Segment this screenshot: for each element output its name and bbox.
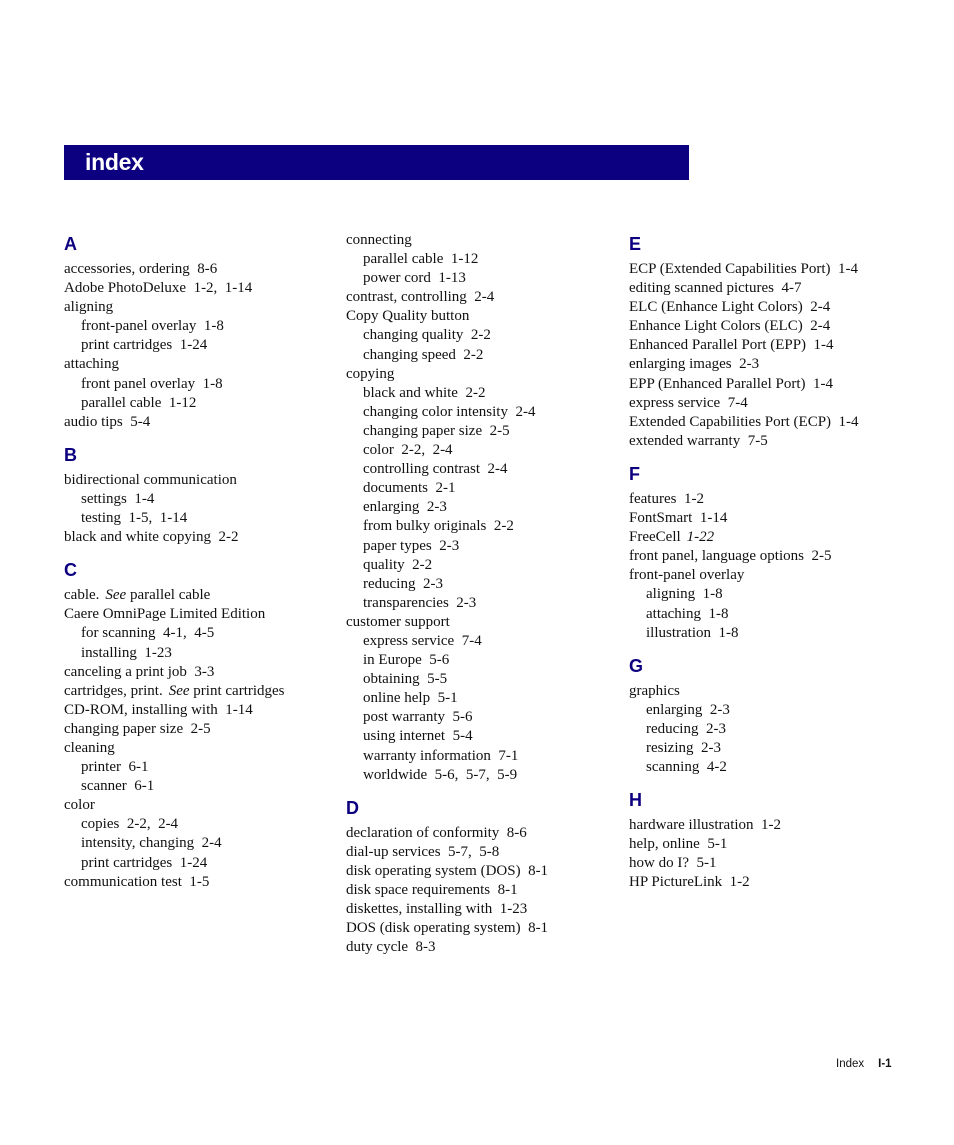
index-subentry: printer 6-1: [81, 759, 149, 776]
index-entry: canceling a print job 3-3: [64, 663, 215, 680]
index-entry: how do I? 5-1: [629, 855, 717, 872]
index-subentry: documents 2-1: [363, 480, 456, 497]
index-subentry: resizing 2-3: [646, 739, 721, 756]
footer-section: Index: [836, 1058, 865, 1070]
index-entry: enlarging images 2-3: [629, 356, 760, 373]
index-subentry: enlarging 2-3: [646, 701, 730, 718]
index-subentry: scanner 6-1: [81, 778, 155, 795]
index-entry: contrast, controlling 2-4: [346, 289, 495, 306]
index-banner: [64, 145, 689, 180]
index-subentry: warranty information 7-1: [363, 747, 519, 764]
index-subentry: copies 2-2, 2-4: [81, 816, 179, 833]
index-entry: copying: [346, 365, 395, 382]
index-subentry: express service 7-4: [363, 632, 482, 649]
index-subentry: settings 1-4: [81, 490, 155, 507]
index-entry: ECP (Extended Capabilities Port) 1-4: [629, 261, 858, 277]
index-page-ref: 1-22: [686, 529, 715, 546]
index-entry: EPP (Enhanced Parallel Port) 1-4: [629, 375, 833, 392]
index-entry: bidirectional communication: [64, 471, 237, 488]
index-entry: graphics: [629, 682, 680, 699]
index-entry-term: cable.: [64, 587, 100, 604]
index-entry: Caere OmniPage Limited Edition: [64, 606, 266, 623]
index-entry: black and white copying 2-2: [64, 529, 239, 546]
index-subentry: paper types 2-3: [363, 537, 460, 554]
index-subentry: reducing 2-3: [646, 720, 726, 737]
index-subentry: changing quality 2-2: [363, 327, 491, 344]
index-letter-heading: H: [629, 790, 642, 811]
index-entry: cleaning: [64, 739, 115, 756]
index-subentry: black and white 2-2: [363, 384, 486, 401]
index-column-2: [346, 231, 606, 957]
index-letter-heading: F: [629, 463, 640, 484]
index-subentry: changing color intensity 2-4: [363, 403, 536, 420]
index-entry: Copy Quality button: [346, 308, 470, 325]
page-title: index: [85, 149, 144, 175]
index-entry: features 1-2: [629, 490, 704, 507]
index-subentry: obtaining 5-5: [363, 671, 448, 688]
index-entry: diskettes, installing with 1-23: [346, 901, 528, 918]
index-entry: editing scanned pictures 4-7: [629, 280, 802, 297]
index-subentry: in Europe 5-6: [363, 652, 450, 669]
index-entry: FontSmart 1-14: [629, 510, 728, 527]
index-entry: audio tips 5-4: [64, 413, 151, 430]
index-letter-heading: D: [346, 797, 359, 818]
index-entry-term: cartridges, print.: [64, 682, 163, 699]
index-subentry: attaching 1-8: [646, 605, 729, 622]
page-footer: [836, 1058, 892, 1070]
index-subentry: post warranty 5-6: [363, 709, 473, 726]
index-letter-heading: E: [629, 234, 642, 254]
index-entry: attaching: [64, 356, 119, 373]
index-entry: [64, 586, 324, 605]
index-subentry: quality 2-2: [363, 556, 433, 573]
index-entry: declaration of conformity 8-6: [346, 824, 527, 841]
index-entry: communication test 1-5: [64, 873, 210, 890]
index-subentry: front-panel overlay 1-8: [81, 318, 224, 335]
index-subentry: changing paper size 2-5: [363, 422, 510, 439]
index-entry: Enhanced Parallel Port (EPP) 1-4: [629, 337, 834, 354]
index-entry: CD-ROM, installing with 1-14: [64, 701, 253, 718]
index-subentry: intensity, changing 2-4: [81, 835, 222, 852]
index-entry: changing paper size 2-5: [64, 720, 211, 737]
index-entry: help, online 5-1: [629, 836, 728, 853]
see-reference-target: print cartridges: [193, 682, 285, 699]
index-entry: disk space requirements 8-1: [346, 882, 518, 898]
index-letter-heading: B: [64, 444, 77, 465]
index-entry: dial-up services 5-7, 5-8: [346, 843, 500, 860]
index-entry: customer support: [346, 613, 450, 630]
index-entry: front panel, language options 2-5: [629, 548, 832, 565]
index-entry: Adobe PhotoDeluxe 1-2, 1-14: [64, 280, 253, 297]
index-subentry: aligning 1-8: [646, 586, 723, 603]
index-entry: extended warranty 7-5: [629, 432, 768, 449]
index-subentry: print cartridges 1-24: [81, 854, 208, 871]
see-reference-label: See: [105, 587, 127, 604]
index-letter-heading: A: [64, 234, 77, 254]
index-subentry: changing speed 2-2: [363, 346, 484, 363]
index-subentry: controlling contrast 2-4: [363, 461, 508, 478]
index-subentry: worldwide 5-6, 5-7, 5-9: [363, 766, 518, 783]
index-subentry: transparencies 2-3: [363, 594, 477, 611]
index-column-1: [64, 231, 324, 892]
index-entry: [64, 682, 324, 701]
index-subentry: print cartridges 1-24: [81, 337, 208, 354]
index-subentry: from bulky originals 2-2: [363, 518, 514, 535]
index-subentry: color 2-2, 2-4: [363, 442, 453, 459]
index-entry: connecting: [346, 232, 412, 248]
index-entry: DOS (disk operating system) 8-1: [346, 920, 549, 937]
index-entry-term: FreeCell: [629, 529, 681, 546]
index-entry: aligning: [64, 299, 114, 316]
index-subentry: testing 1-5, 1-14: [81, 510, 188, 527]
index-entry: accessories, ordering 8-6: [64, 261, 218, 277]
index-entry: front-panel overlay: [629, 567, 745, 584]
index-subentry: online help 5-1: [363, 690, 458, 707]
index-entry: duty cycle 8-3: [346, 939, 436, 956]
see-reference-target: parallel cable: [129, 587, 211, 604]
page-number: I-1: [878, 1058, 892, 1070]
index-subentry: parallel cable 1-12: [81, 394, 197, 411]
index-subentry: illustration 1-8: [646, 624, 739, 641]
index-entry: hardware illustration 1-2: [629, 817, 782, 834]
index-subentry: reducing 2-3: [363, 575, 443, 592]
index-subentry: using internet 5-4: [363, 728, 473, 745]
index-entry: HP PictureLink 1-2: [629, 874, 750, 891]
index-letter-heading: G: [629, 655, 644, 676]
index-entry: ELC (Enhance Light Colors) 2-4: [629, 299, 831, 316]
index-subentry: for scanning 4-1, 4-5: [81, 625, 215, 642]
index-letter-heading: C: [64, 560, 77, 581]
index-subentry: installing 1-23: [81, 644, 172, 661]
index-entry: disk operating system (DOS) 8-1: [346, 862, 549, 879]
index-subentry: scanning 4-2: [646, 759, 727, 776]
index-column-3: [629, 231, 889, 893]
index-entry: Enhance Light Colors (ELC) 2-4: [629, 318, 831, 335]
index-entry: express service 7-4: [629, 394, 748, 411]
index-subentry: parallel cable 1-12: [363, 251, 479, 268]
index-subentry: power cord 1-13: [363, 270, 466, 287]
index-subentry: front panel overlay 1-8: [81, 375, 223, 392]
index-entry: color: [64, 797, 95, 814]
index-entry: Extended Capabilities Port (ECP) 1-4: [629, 413, 859, 430]
see-reference-label: See: [168, 682, 190, 699]
index-subentry: enlarging 2-3: [363, 499, 447, 516]
index-entry: [629, 528, 889, 547]
